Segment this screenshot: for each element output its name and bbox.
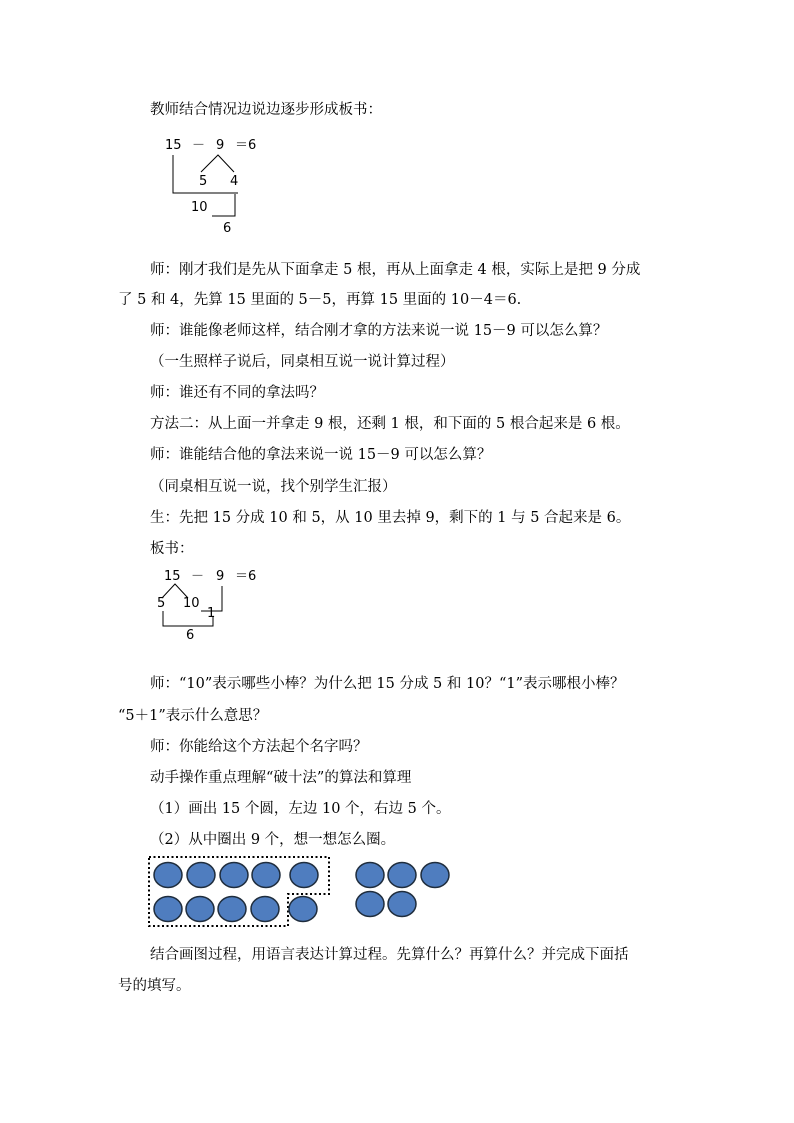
circle-left xyxy=(251,897,279,922)
para-5: 方法二：从上面一并拿走 9 根，还剩 1 根，和下面的 5 根合起来是 6 根。 xyxy=(150,416,630,432)
d1-equals-6: ＝6 xyxy=(235,138,257,153)
circle-left xyxy=(187,863,215,888)
d1-num-5: 5 xyxy=(199,174,208,189)
para-1b: 了 5 和 4，先算 15 里面的 5－5，再算 15 里面的 10－4＝6. xyxy=(118,292,522,308)
d2-minus: － xyxy=(191,569,205,584)
para-4: 师：谁还有不同的拿法吗？ xyxy=(150,385,324,401)
d1-num-9: 9 xyxy=(216,138,225,153)
circle-left xyxy=(154,897,182,922)
d1-num-10: 10 xyxy=(191,200,208,215)
circle-left xyxy=(220,863,248,888)
d2-num-9: 9 xyxy=(216,569,225,584)
d1-num-6: 6 xyxy=(223,221,232,236)
circle-right xyxy=(388,863,416,888)
circle-left xyxy=(252,863,280,888)
circle-left xyxy=(218,897,246,922)
para-1a: 师：刚才我们是先从下面拿走 5 根，再从上面拿走 4 根，实际上是把 9 分成 xyxy=(150,262,641,278)
circle-right xyxy=(356,863,384,888)
d2-num-6: 6 xyxy=(186,628,195,643)
para-q1b: “5＋1”表示什么意思？ xyxy=(118,708,268,724)
para-3: （一生照样子说后，同桌相互说一说计算过程） xyxy=(150,354,455,370)
para-7: （同桌相互说一说，找个别学生汇报） xyxy=(150,479,397,495)
para-q6b: 号的填写。 xyxy=(118,978,191,994)
para-6: 师：谁能结合他的拿法来说一说 15－9 可以怎么算？ xyxy=(150,447,492,463)
circle-left xyxy=(186,897,214,922)
para-2: 师：谁能像老师这样，结合刚才拿的方法来说一说 15－9 可以怎么算？ xyxy=(150,323,608,339)
d1-num-15: 15 xyxy=(165,138,182,153)
para-q4: （1）画出 15 个圆，左边 10 个，右边 5 个。 xyxy=(150,801,451,817)
intro-text: 教师结合情况边说边逐步形成板书： xyxy=(150,102,382,118)
circle-left xyxy=(289,897,317,922)
para-9: 板书： xyxy=(150,541,194,557)
circle-left xyxy=(290,863,318,888)
para-q3: 动手操作重点理解“破十法”的算法和算理 xyxy=(150,770,412,786)
d1-num-4: 4 xyxy=(230,174,239,189)
d2-equals-6: ＝6 xyxy=(235,569,257,584)
circle-left xyxy=(154,863,182,888)
d2-num-15: 15 xyxy=(164,569,181,584)
para-8: 生：先把 15 分成 10 和 5，从 10 里去掉 9，剩下的 1 与 5 合起来是 6。 xyxy=(150,510,631,526)
d2-num-10: 10 xyxy=(183,596,200,611)
d2-num-5: 5 xyxy=(157,596,166,611)
para-q5: （2）从中圈出 9 个，想一想怎么圈。 xyxy=(150,832,396,848)
para-q6a: 结合画图过程，用语言表达计算过程。先算什么？再算什么？并完成下面括 xyxy=(150,947,629,963)
d2-num-1: 1 xyxy=(207,606,216,621)
circle-right xyxy=(356,892,384,917)
circle-right xyxy=(388,892,416,917)
d1-minus: － xyxy=(192,138,206,153)
circle-right xyxy=(421,863,449,888)
para-q2: 师：你能给这个方法起个名字吗？ xyxy=(150,739,368,755)
para-q1a: 师：“10”表示哪些小棒？为什么把 15 分成 5 和 10？“1”表示哪根小棒？ xyxy=(150,676,625,692)
